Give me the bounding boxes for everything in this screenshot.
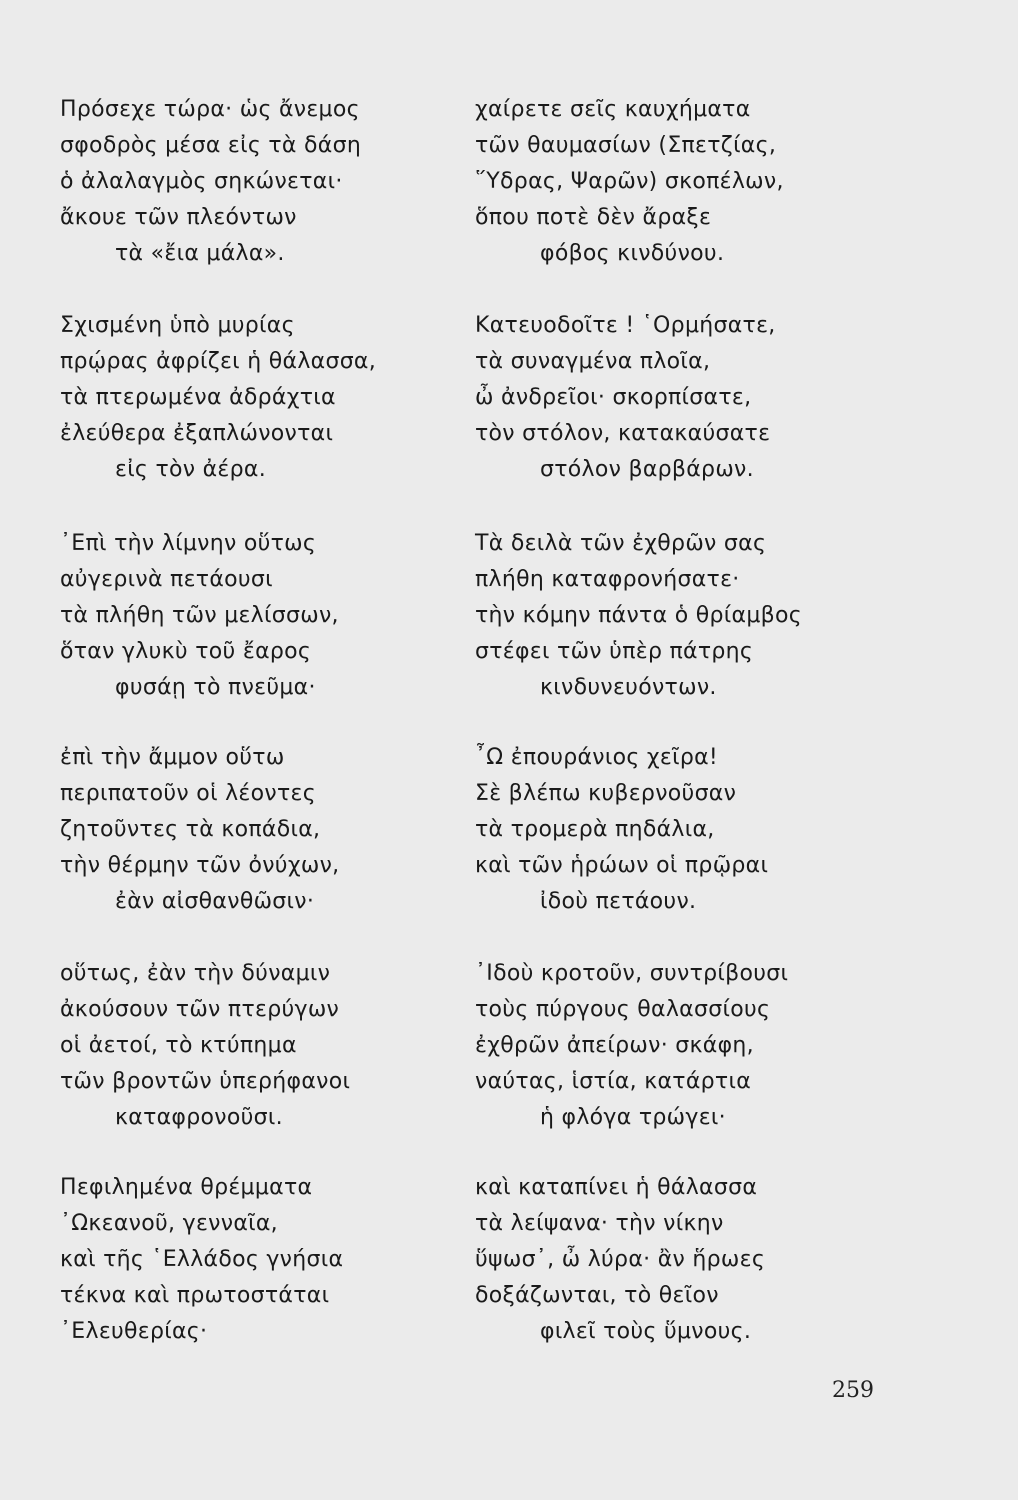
- verse-line: καὶ τῶν ἡρώων οἱ πρῷραι: [475, 853, 769, 878]
- verse-line: ῏Ω ἐπουράνιος χεῖρα!: [475, 745, 719, 770]
- verse-line: στόλον βαρβάρων.: [540, 457, 754, 482]
- verse-line: καταφρονοῦσι.: [115, 1105, 283, 1130]
- verse-line: φυσάῃ τὸ πνεῦμα·: [115, 675, 316, 700]
- verse-line: τὰ συναγμένα πλοῖα,: [475, 349, 711, 374]
- verse-line: ᾿Ιδοὺ κροτοῦν, συντρίβουσι: [475, 961, 789, 986]
- verse-line: τὰ τρομερὰ πηδάλια,: [475, 817, 715, 842]
- verse-line: τὴν θέρμην τῶν ὀνύχων,: [60, 853, 340, 878]
- verse-line: ἀκούσουν τῶν πτερύγων: [60, 997, 340, 1022]
- verse-line: τῶν θαυμασίων (Σπετζίας,: [475, 133, 777, 158]
- page-number: 259: [832, 1378, 874, 1403]
- verse-line: ζητοῦντες τὰ κοπάδια,: [60, 817, 321, 842]
- verse-line: τὰ πλήθη τῶν μελίσσων,: [60, 603, 339, 628]
- verse-line: στέφει τῶν ὑπὲρ πάτρης: [475, 639, 754, 664]
- left-stanza-5: [60, 956, 460, 1136]
- verse-line: ἰδοὺ πετάουν.: [540, 889, 697, 914]
- verse-line: Σὲ βλέπω κυβερνοῦσαν: [475, 781, 737, 806]
- verse-line: Πεφιλημένα θρέμματα: [60, 1175, 313, 1200]
- verse-line: τὰ πτερωμένα ἀδράχτια: [60, 385, 336, 410]
- verse-line: πλήθη καταφρονήσατε·: [475, 567, 740, 592]
- verse-line: ἄκουε τῶν πλεόντων: [60, 205, 297, 230]
- verse-line: καὶ καταπίνει ἡ θάλασσα: [475, 1175, 758, 1200]
- verse-line: ὁ ἀλαλαγμὸς σηκώνεται·: [60, 169, 343, 194]
- verse-line: χαίρετε σεῖς καυχήματα: [475, 97, 751, 122]
- verse-line: ᾿Επὶ τὴν λίμνην οὕτως: [60, 531, 317, 556]
- left-stanza-6: [60, 1170, 460, 1350]
- verse-line: τὰ «ἔια μάλα».: [115, 241, 285, 266]
- verse-line: Κατευοδοῖτε ! ῾Ορμήσατε,: [475, 313, 776, 338]
- verse-line: περιπατοῦν οἱ λέοντες: [60, 781, 316, 806]
- verse-line: σφοδρὸς μέσα εἰς τὰ δάση: [60, 133, 362, 158]
- verse-line: ῞Υδρας, Ψαρῶν) σκοπέλων,: [475, 169, 784, 194]
- verse-line: τὴν κόμην πάντα ὁ θρίαμβος: [475, 603, 802, 628]
- verse-line: ἐλεύθερα ἐξαπλώνονται: [60, 421, 334, 446]
- verse-line: ἡ φλόγα τρώγει·: [540, 1105, 726, 1130]
- verse-line: φόβος κινδύνου.: [540, 241, 725, 266]
- right-stanza-4: [475, 740, 875, 920]
- verse-line: ὅπου ποτὲ δὲν ἄραξε: [475, 205, 712, 230]
- verse-line: ὕψωσ᾿, ὦ λύρα· ἂν ἥρωες: [475, 1247, 766, 1272]
- verse-line: ὦ ἀνδρεῖοι· σκορπίσατε,: [475, 385, 752, 410]
- verse-line: κινδυνευόντων.: [540, 675, 717, 700]
- verse-line: ᾿Ελευθερίας·: [60, 1319, 208, 1344]
- verse-line: ὅταν γλυκὺ τοῦ ἔαρος: [60, 639, 312, 664]
- verse-line: ναύτας, ἱστία, κατάρτια: [475, 1069, 752, 1094]
- left-stanza-3: [60, 526, 460, 706]
- verse-line: τὸν στόλον, κατακαύσατε: [475, 421, 771, 446]
- verse-line: καὶ τῆς ῾Ελλάδος γνήσια: [60, 1247, 344, 1272]
- right-stanza-2: [475, 308, 875, 488]
- verse-line: πρῴρας ἀφρίζει ἡ θάλασσα,: [60, 349, 377, 374]
- verse-line: Πρόσεχε τώρα· ὡς ἄνεμος: [60, 97, 360, 122]
- right-stanza-5: [475, 956, 875, 1136]
- verse-line: τὰ λείψανα· τὴν νίκην: [475, 1211, 724, 1236]
- verse-line: Σχισμένη ὑπὸ μυρίας: [60, 313, 295, 338]
- verse-line: τέκνα καὶ πρωτοστάται: [60, 1283, 330, 1308]
- verse-line: τοὺς πύργους θαλασσίους: [475, 997, 771, 1022]
- verse-line: φιλεῖ τοὺς ὕμνους.: [540, 1319, 752, 1344]
- right-stanza-1: [475, 92, 875, 272]
- right-stanza-3: [475, 526, 875, 706]
- verse-line: ἐὰν αἰσθανθῶσιν·: [115, 889, 315, 914]
- verse-line: Τὰ δειλὰ τῶν ἐχθρῶν σας: [475, 531, 767, 556]
- verse-line: ἐχθρῶν ἀπείρων· σκάφη,: [475, 1033, 754, 1058]
- verse-line: τῶν βροντῶν ὑπερήφανοι: [60, 1069, 351, 1094]
- left-stanza-4: [60, 740, 460, 920]
- left-stanza-2: [60, 308, 460, 488]
- verse-line: οὕτως, ἐὰν τὴν δύναμιν: [60, 961, 331, 986]
- verse-line: ἐπὶ τὴν ἄμμον οὕτω: [60, 745, 285, 770]
- verse-line: ᾿Ωκεανοῦ, γενναῖα,: [60, 1211, 278, 1236]
- verse-line: εἰς τὸν ἀέρα.: [115, 457, 266, 482]
- right-stanza-6: [475, 1170, 875, 1350]
- left-stanza-1: [60, 92, 460, 272]
- verse-line: δοξάζωνται, τὸ θεῖον: [475, 1283, 719, 1308]
- verse-line: αὐγερινὰ πετάουσι: [60, 567, 273, 592]
- verse-line: οἱ ἀετοί, τὸ κτύπημα: [60, 1033, 297, 1058]
